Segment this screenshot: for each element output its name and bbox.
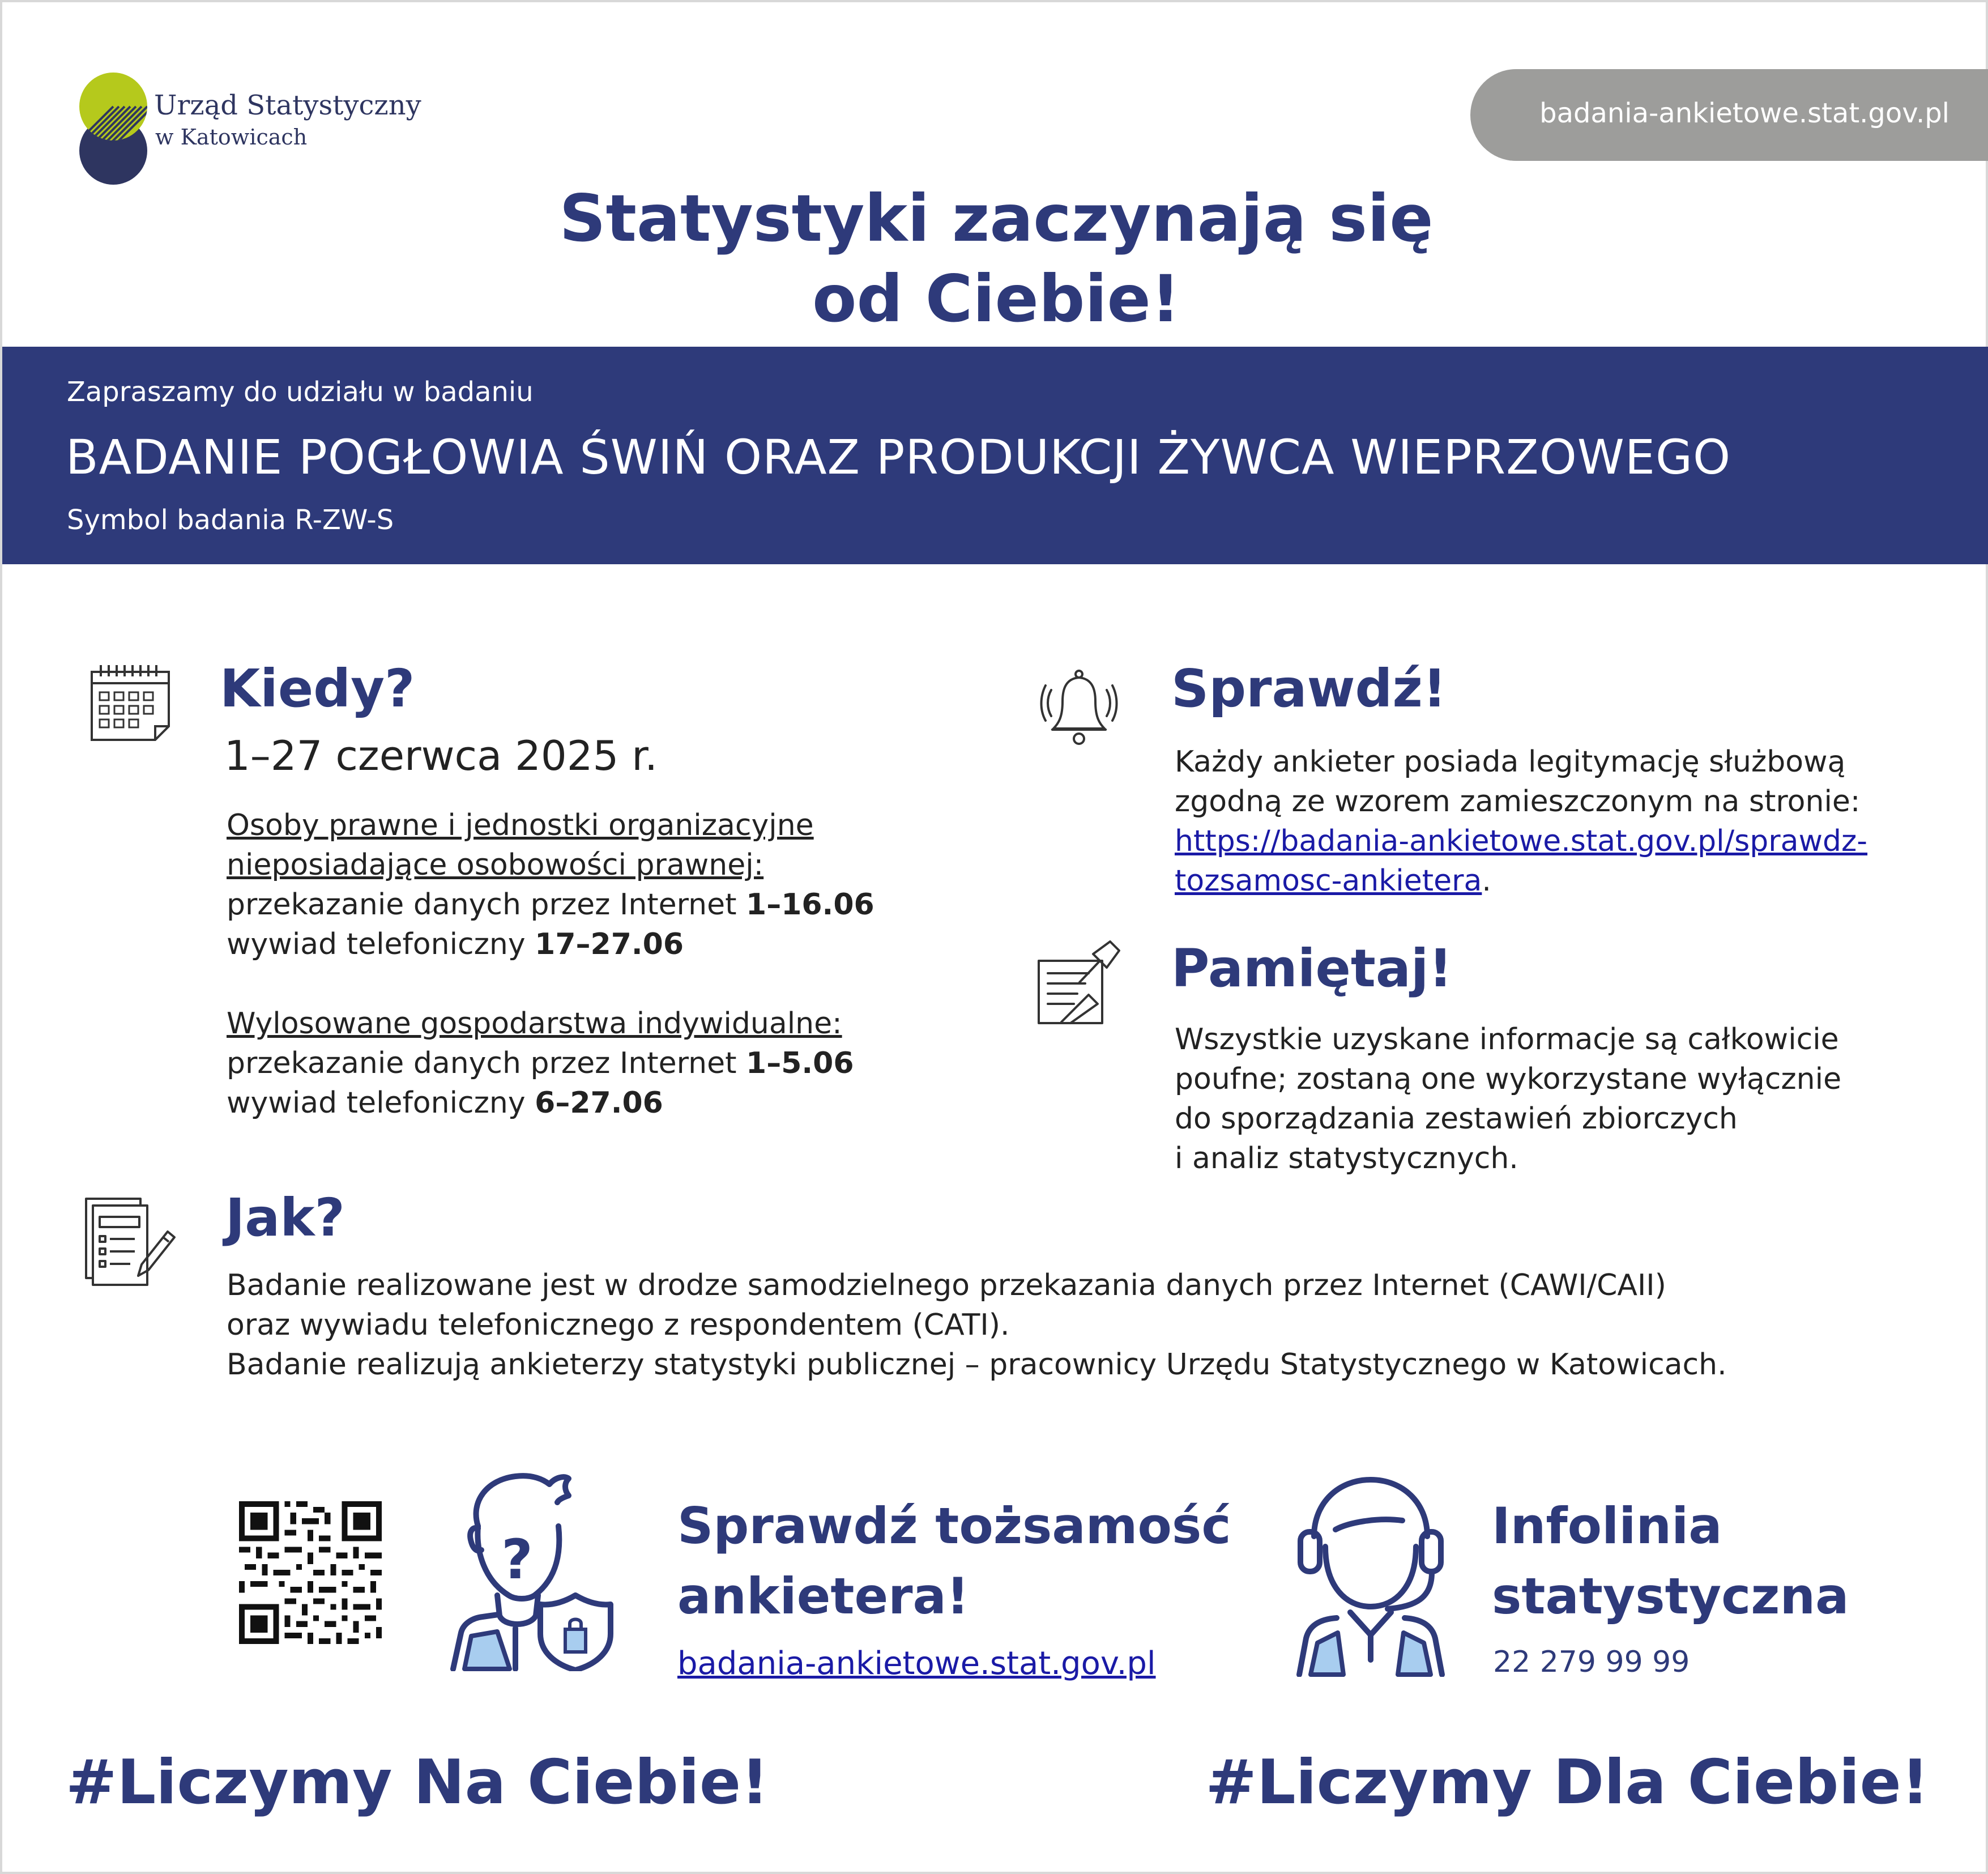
logo-icon — [68, 67, 159, 191]
form-document-icon — [83, 1195, 179, 1292]
survey-banner — [2, 347, 1988, 564]
group2-phone — [227, 1083, 854, 1123]
pamietaj-heading: Pamiętaj! — [1171, 938, 1453, 999]
group1-title-line1: Osoby prawne i jednostki organizacyjne — [227, 808, 814, 842]
infoline-heading-line2: statystyczna — [1492, 1567, 1849, 1625]
group2-title: Wylosowane gospodarstwa indywidualne: — [227, 1007, 842, 1041]
jak-line1: Badanie realizowane jest w drodze samodzielnego przekazania danych przez Internet (CAWI/CAII) — [227, 1268, 1666, 1302]
logo-city: w Katowicach — [155, 125, 308, 150]
group2-internet-dates: 1–5.06 — [746, 1046, 854, 1080]
pamietaj-line4: i analiz statystycznych. — [1175, 1142, 1518, 1175]
headline-line2: od Ciebie! — [812, 261, 1180, 337]
verify-link-line2[interactable]: tozsamosc-ankietera — [1175, 864, 1482, 898]
identity-heading-line2: ankietera! — [677, 1567, 970, 1625]
svg-text:?: ? — [501, 1528, 533, 1591]
pamietaj-line3: do sporządzania zestawień zbiorczych — [1175, 1102, 1738, 1136]
group1-phone-dates: 17–27.06 — [535, 927, 684, 961]
jak-text — [227, 1266, 1727, 1385]
sprawdz-heading: Sprawdź! — [1171, 658, 1447, 719]
hashtag-right: #Liczymy Dla Ciebie! — [1205, 1747, 1929, 1818]
group1-title-line2: nieposiadające osobowości prawnej: — [227, 848, 764, 882]
group2-internet — [227, 1044, 854, 1083]
kiedy-group2 — [227, 1004, 854, 1123]
jak-heading: Jak? — [225, 1187, 345, 1248]
calendar-icon — [89, 664, 174, 743]
url-badge[interactable] — [1470, 69, 1988, 161]
jak-line2: oraz wywiadu telefonicznego z respondentem (CATI). — [227, 1308, 1010, 1342]
sprawdz-text — [1175, 742, 1867, 901]
infoline-heading-line1: Infolinia — [1492, 1497, 1722, 1555]
bell-icon — [1036, 666, 1121, 751]
banner-symbol: Symbol badania R-ZW-S — [67, 504, 394, 536]
kiedy-group1 — [227, 806, 874, 964]
verify-link-line1[interactable]: https://badania-ankietowe.stat.gov.pl/sprawdz- — [1175, 824, 1868, 858]
infoline-heading — [1492, 1491, 1849, 1632]
pinned-note-icon — [1034, 938, 1125, 1029]
headline-line1: Statystyki zaczynają się — [559, 181, 1434, 256]
identity-heading-line1: Sprawdź tożsamość — [677, 1497, 1231, 1555]
banner-title: BADANIE POGŁOWIA ŚWIŃ ORAZ PRODUKCJI ŻYWCA WIEPRZOWEGO — [66, 429, 1731, 485]
pamietaj-line1: Wszystkie uzyskane informacje są całkowicie — [1175, 1023, 1839, 1057]
survey-site-link[interactable]: badania-ankietowe.stat.gov.pl — [677, 1645, 1156, 1682]
pamietaj-line2: poufne; zostaną one wykorzystane wyłącznie — [1175, 1062, 1842, 1096]
group2-phone-label: wywiad telefoniczny — [227, 1086, 535, 1120]
interviewer-question-icon — [430, 1467, 623, 1671]
pamietaj-text — [1175, 1020, 1841, 1178]
group1-internet-dates: 1–16.06 — [746, 888, 874, 922]
qr-code[interactable] — [239, 1501, 382, 1644]
hashtag-left: #Liczymy Na Ciebie! — [66, 1747, 769, 1818]
group1-internet-label: przekazanie danych przez Internet — [227, 888, 746, 922]
verify-link-period: . — [1482, 864, 1491, 898]
identity-heading — [677, 1491, 1231, 1632]
group1-phone-label: wywiad telefoniczny — [227, 927, 535, 961]
group2-phone-dates: 6–27.06 — [535, 1086, 663, 1120]
sprawdz-line1: Każdy ankieter posiada legitymację służbową — [1175, 745, 1846, 779]
jak-line3: Badanie realizują ankieterzy statystyki publicznej – pracownicy Urzędu Statystycznego w Katowicach. — [227, 1348, 1727, 1382]
kiedy-heading: Kiedy? — [220, 658, 415, 719]
logo — [59, 57, 444, 193]
headset-agent-icon — [1291, 1473, 1450, 1677]
kiedy-date: 1–27 czerwca 2025 r. — [224, 732, 658, 780]
logo-name: Urząd Statystyczny — [154, 90, 421, 121]
group1-internet — [227, 885, 874, 925]
group1-phone — [227, 925, 874, 964]
group2-internet-label: przekazanie danych przez Internet — [227, 1046, 746, 1080]
banner-invite: Zapraszamy do udziału w badaniu — [67, 376, 534, 408]
sprawdz-line2: zgodną ze wzorem zamieszczonym na stronie: — [1175, 785, 1861, 819]
infoline-phone[interactable]: 22 279 99 99 — [1493, 1645, 1690, 1679]
url-badge-text: badania-ankietowe.stat.gov.pl — [1539, 97, 1949, 129]
